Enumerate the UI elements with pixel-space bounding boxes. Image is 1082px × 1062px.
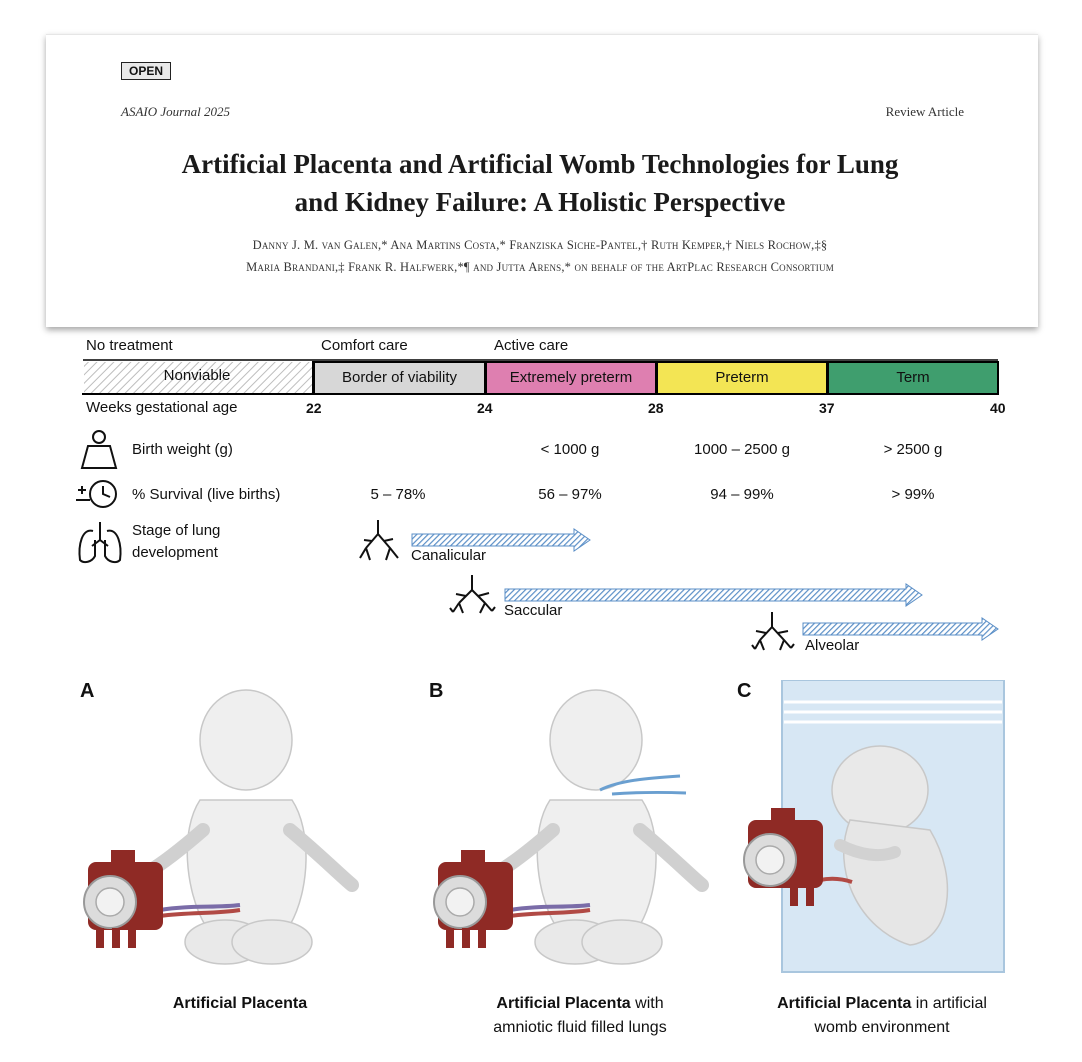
panel-a-infant-illustration [84, 690, 352, 964]
survival-label: % Survival (live births) [132, 486, 281, 503]
survival-preterm: 94 – 99% [710, 486, 774, 503]
birth-weight-label: Birth weight (g) [132, 441, 233, 458]
week-24: 24 [477, 400, 493, 416]
survival-term: > 99% [891, 486, 935, 503]
week-40: 40 [990, 400, 1006, 416]
stage-nonviable: Nonviable [82, 361, 314, 395]
weeks-label: Weeks gestational age [86, 399, 238, 416]
lung-stage-canalicular: Canalicular [411, 547, 487, 564]
week-37: 37 [819, 400, 835, 416]
lung-label-line-2: development [132, 544, 218, 561]
birth-weight-extremely-preterm: < 1000 g [540, 441, 600, 458]
lungs-icon [80, 522, 121, 562]
alveolar-bronchi-icon [752, 612, 794, 650]
panel-b-letter: B [429, 680, 444, 702]
lung-stage-alveolar: Alveolar [805, 637, 860, 654]
birth-weight-term: > 2500 g [883, 441, 943, 458]
journal-name: ASAIO Journal 2025 [121, 104, 231, 119]
fetus-head [832, 746, 928, 834]
panel-c-letter: C [737, 680, 752, 702]
open-access-badge: OPEN [121, 62, 171, 80]
birth-weight-preterm: 1000 – 2500 g [694, 441, 790, 458]
saccular-arrow [505, 584, 922, 606]
lung-label-line-1: Stage of lung [132, 522, 221, 539]
canalicular-bronchi-icon [360, 520, 398, 560]
panel-b-caption-line-2: amniotic fluid filled lungs [493, 1019, 667, 1036]
panel-b-infant-illustration [434, 690, 702, 964]
stage-preterm: Preterm [656, 361, 828, 395]
panel-a-letter: A [80, 680, 95, 702]
stage-term: Term [827, 361, 999, 395]
survival-extremely-preterm: 56 – 97% [538, 486, 602, 503]
panel-b-caption [440, 992, 720, 1040]
weight-icon [82, 431, 116, 468]
stage-border-of-viability: Border of viability [313, 361, 486, 395]
panel-c-caption-bold: Artificial Placenta [777, 995, 912, 1012]
care-active: Active care [494, 337, 569, 354]
lung-stage-saccular: Saccular [504, 602, 563, 619]
saccular-bronchi-icon [450, 575, 495, 613]
article-type: Review Article [885, 104, 964, 119]
panel-c-caption-line-2: womb environment [814, 1019, 950, 1036]
panel-b-caption-rest: with [630, 995, 664, 1012]
care-no-treatment: No treatment [86, 337, 173, 354]
panel-illustrations [0, 680, 1082, 980]
title-line-2: and Kidney Failure: A Holistic Perspective [294, 187, 786, 217]
clock-survival-icon [76, 481, 116, 507]
week-28: 28 [648, 400, 664, 416]
stage-extremely-preterm: Extremely preterm [485, 361, 657, 395]
panel-a-caption [100, 992, 380, 1016]
panel-b-caption-bold: Artificial Placenta [496, 995, 631, 1012]
survival-border: 5 – 78% [370, 486, 426, 503]
authors-line-1: Danny J. M. van Galen,* Ana Martins Costa,* Franziska Siche-Pantel,† Ruth Kemper,† Niels Rochow,‡§ [252, 238, 828, 252]
title-line-1: Artificial Placenta and Artificial Womb Technologies for Lung [181, 149, 899, 179]
authors-line-2: Maria Brandani,‡ Frank R. Halfwerk,*¶ and Jutta Arens,* on behalf of the ArtPlac Research Consortium [246, 260, 834, 274]
care-comfort: Comfort care [321, 337, 408, 354]
panel-c-womb-illustration [744, 680, 1004, 972]
panel-a-caption-bold: Artificial Placenta [172, 995, 308, 1012]
panel-c-caption-rest: in artificial [911, 995, 987, 1012]
week-22: 22 [306, 400, 322, 416]
panel-c-caption [742, 992, 1022, 1040]
